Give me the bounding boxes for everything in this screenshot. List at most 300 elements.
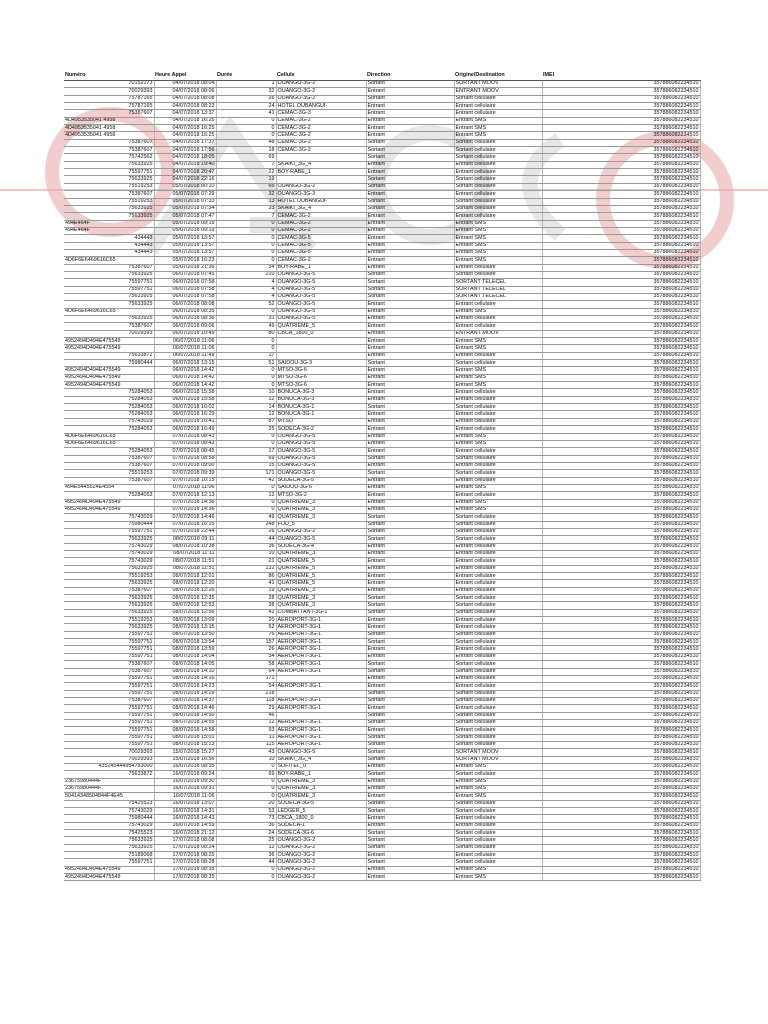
cell-origine-destination: Entrant SMS [454,433,542,440]
cell-heure-appel: 06/07/2018 16:49 [154,426,216,433]
cell-direction: Entrant [366,433,454,440]
cell-imei: 357886082234510 [542,602,700,609]
cell-imei: 357886082234510 [542,448,700,455]
cell-direction: Sortant [366,176,454,183]
cell-duree: 76 [216,631,276,638]
cell-duree: 26 [216,528,276,535]
table-row [64,499,700,506]
cell-duree: 10 [216,551,276,558]
cell-heure-appel: 07/07/2018 14:36 [154,499,216,506]
cell-numero: 75597751 [64,712,154,719]
cell-imei: 357886082234510 [542,837,700,844]
cell-origine-destination: Entrant cellulaire [454,492,542,499]
cell-duree: 43 [216,749,276,756]
cell-imei: 357886082234510 [542,418,700,425]
cell-direction: Entrant [366,727,454,734]
cell-heure-appel: 07/07/2018 09:00 [154,462,216,469]
cell-cellule: SODECA-3G-6 [276,830,366,837]
cell-cellule: QUATRIEME_5 [276,558,366,565]
cell-numero: 75980444 [64,815,154,822]
table-row [64,293,700,300]
cell-imei: 357886082234510 [542,433,700,440]
cell-numero: 434443 [64,249,154,256]
cell-origine-destination: Entrant SMS [454,345,542,352]
cell-cellule: AEROPORT-3G-1 [276,683,366,690]
cell-origine-destination: Entrant cellulaire [454,169,542,176]
cell-heure-appel: 04/07/2018 17:56 [154,147,216,154]
cell-imei: 357886082234510 [542,587,700,594]
cell-cellule: QUATRIEME_5 [276,323,366,330]
cell-origine-destination: Entrant cellulaire [454,551,542,558]
cell-imei: 357886082234510 [542,279,700,286]
cell-numero: 4952494D494E475549 [64,499,154,506]
cell-imei: 357886082234510 [542,661,700,668]
cell-numero: 75387607 [64,455,154,462]
cell-cellule: CEMAC-3G-2 [276,257,366,264]
cell-imei: 357886082234510 [542,411,700,418]
cell-heure-appel: 08/07/2018 13:59 [154,646,216,653]
cell-duree: 0 [216,125,276,132]
cell-imei: 357886082234510 [542,125,700,132]
table-row [64,580,700,587]
cell-duree: 22 [216,169,276,176]
cell-cellule: SODECA-3G-4 [276,543,366,550]
cell-imei: 357886082234510 [542,705,700,712]
cell-cellule: OUANGO-3G-2 [276,95,366,102]
table-row [64,418,700,425]
cell-origine-destination: Entrant cellulaire [454,161,542,168]
cell-duree: 0 [216,440,276,447]
cell-cellule: QUATRIEME_5 [276,565,366,572]
table-row [64,484,700,491]
cell-numero: 75387607 [64,191,154,198]
cell-imei: 357886082234510 [542,778,700,785]
cell-numero: 4952494D494E475549 [64,338,154,345]
cell-direction: Sortant [366,800,454,807]
cell-cellule: OUANGO-3G-2 [276,844,366,851]
cell-numero: 494E5445524E4554 [64,484,154,491]
table-row [64,683,700,690]
cell-imei: 357886082234510 [542,631,700,638]
cell-heure-appel: 06/07/2018 08:36 [154,316,216,323]
cell-numero: 75633925 [64,580,154,587]
cell-direction: Entrant [366,653,454,660]
cell-duree: 10 [216,756,276,763]
cell-duree: 0 [216,227,276,234]
table-row [64,595,700,602]
cell-heure-appel: 08/07/2018 13:09 [154,617,216,624]
cell-direction: Sortant [366,404,454,411]
cell-imei: 357886082234510 [542,756,700,763]
cell-direction: Sortant [366,514,454,521]
cell-direction: Sortant [366,602,454,609]
cell-duree: 248 [216,521,276,528]
cell-duree: 0 [216,786,276,793]
cell-cellule: SOFITEL_0 [276,763,366,770]
cell-numero: 75633925 [64,844,154,851]
table-row [64,103,700,110]
cell-origine-destination: Entrant cellulaire [454,624,542,631]
cell-origine-destination: Entrant cellulaire [454,323,542,330]
cell-cellule: SKAIKI_3G_4 [276,756,366,763]
cell-duree: 0 [216,484,276,491]
cell-cellule [276,154,366,161]
cell-duree: 69 [216,455,276,462]
cell-heure-appel: 16/07/2018 14:43 [154,815,216,822]
cell-cellule: OUANGO-3G-5 [276,448,366,455]
cell-imei: 357886082234510 [542,712,700,719]
cell-imei: 357886082234510 [542,161,700,168]
cell-direction: Entrant [366,492,454,499]
cell-imei: 357886082234510 [542,139,700,146]
cell-cellule: OUANGO-3G-5 [276,279,366,286]
cell-duree: 0 [216,382,276,389]
table-body [64,81,700,881]
cell-direction: Sortant [366,631,454,638]
cell-origine-destination: Entrant SMS [454,778,542,785]
cell-direction: Entrant [366,308,454,315]
cell-numero: 75743029 [64,808,154,815]
cell-duree: 18 [216,147,276,154]
table-row [64,279,700,286]
cell-origine-destination: Entrant cellulaire [454,316,542,323]
cell-cellule: OUANGO-3G-5 [276,462,366,469]
table-row [64,382,700,389]
cell-heure-appel: 08/07/2018 12:01 [154,573,216,580]
cell-numero: 4952494D494E475549 [64,866,154,873]
cell-direction: Entrant [366,793,454,800]
cell-cellule: OUANGO-3G-5 [276,308,366,315]
table-row [64,139,700,146]
cell-cellule: OUANGO-3G-2 [276,837,366,844]
cell-origine-destination: Entrant SMS [454,763,542,770]
cell-origine-destination: ENTRANT MOOV [454,330,542,337]
table-row [64,741,700,748]
cell-heure-appel: 07/07/2018 14:36 [154,506,216,513]
cell-direction: Entrant [366,426,454,433]
cell-direction: Entrant [366,499,454,506]
cell-duree: 1 [216,81,276,88]
cell-origine-destination: Entrant SMS [454,227,542,234]
cell-cellule: QUATRIEME_5 [276,573,366,580]
cell-direction: Entrant [366,778,454,785]
cell-origine-destination: Entrant SMS [454,874,542,881]
table-row [64,183,700,190]
cell-cellule: AEROPORT-3G-1 [276,705,366,712]
cell-direction: Entrant [366,624,454,631]
table-row [64,301,700,308]
cell-direction: Entrant [366,389,454,396]
cell-cellule [276,176,366,183]
table-row [64,844,700,851]
cell-direction: Entrant [366,301,454,308]
cell-origine-destination: Entrant cellulaire [454,815,542,822]
cell-origine-destination: Entrant SMS [454,367,542,374]
cell-cellule: OUANGO-3G-2 [276,528,366,535]
cell-cellule: OUANGO-3G-5 [276,433,366,440]
cell-direction: Sortant [366,844,454,851]
cell-origine-destination: Entrant cellulaire [454,477,542,484]
cell-imei: 357886082234510 [542,521,700,528]
cell-heure-appel: 05/07/2018 07:47 [154,213,216,220]
cell-heure-appel: 04/07/2018 16:25 [154,125,216,132]
table-row [64,352,700,359]
cell-imei: 357886082234510 [542,639,700,646]
cell-numero: 75387607 [64,139,154,146]
cell-direction: Entrant [366,448,454,455]
table-row [64,242,700,249]
cell-duree: 171 [216,675,276,682]
cell-duree: 0 [216,778,276,785]
cell-cellule: BOY-RABE_1 [276,264,366,271]
cell-heure-appel: 17/07/2018 08:35 [154,874,216,881]
table-row [64,323,700,330]
cell-cellule: OUANGO-3G-2 [276,874,366,881]
cell-heure-appel: 05/07/2018 13:57 [154,235,216,242]
cell-numero: 75284053 [64,396,154,403]
cell-cellule: AEROPORT-3G-1 [276,734,366,741]
cell-origine-destination: Entrant SMS [454,117,542,124]
cell-numero: 75597751 [64,646,154,653]
cell-direction: Sortant [366,205,454,212]
cell-direction: Sortant [366,286,454,293]
cell-imei: 357886082234510 [542,389,700,396]
cell-origine-destination: Entrant cellulaire [454,462,542,469]
table-row [64,345,700,352]
cell-origine-destination: Entrant cellulaire [454,617,542,624]
cell-cellule: MTSO-3G-2 [276,492,366,499]
cell-imei: 357886082234510 [542,286,700,293]
cell-heure-appel: 04/07/2018 22:16 [154,176,216,183]
cell-cellule: QUATRIEME_3 [276,551,366,558]
cell-heure-appel: 16/07/2018 21:12 [154,830,216,837]
cell-numero: 435245444954783000 [64,763,154,770]
table-row [64,697,700,704]
cell-origine-destination: Entrant SMS [454,308,542,315]
cell-duree: 64 [216,668,276,675]
cell-heure-appel: 06/07/2018 15:58 [154,389,216,396]
cell-heure-appel: 06/07/2018 07:45 [154,271,216,278]
cell-duree: 41 [216,580,276,587]
cell-heure-appel: 06/07/2018 07:58 [154,286,216,293]
cell-duree: 171 [216,470,276,477]
table-row [64,492,700,499]
table-row [64,440,700,447]
table-row [64,565,700,572]
cell-duree: 0 [216,506,276,513]
cell-imei: 357886082234510 [542,866,700,873]
cell-duree: 36 [216,822,276,829]
table-row [64,470,700,477]
cell-numero: 75633925 [64,213,154,220]
cell-heure-appel: 08/07/2018 14:46 [154,705,216,712]
cell-duree: 0 [216,433,276,440]
cell-heure-appel: 07/07/2018 12:13 [154,492,216,499]
cell-duree: 33 [216,205,276,212]
cell-origine-destination: Sortant cellulaire [454,595,542,602]
table-row [64,719,700,726]
cell-cellule: AEROPORT-3G-1 [276,624,366,631]
cell-origine-destination: Sortant cellulaire [454,859,542,866]
cell-numero: 23675980444F [64,786,154,793]
table-row [64,81,700,88]
cell-imei: 357886082234510 [542,249,700,256]
cell-numero: 75387607 [64,668,154,675]
cell-cellule: CBCA_1800_0 [276,815,366,822]
cell-heure-appel: 04/07/2018 08:08 [154,95,216,102]
cell-imei: 357886082234510 [542,558,700,565]
cell-heure-appel: 04/07/2018 19:40 [154,161,216,168]
cell-duree: 0 [216,249,276,256]
cell-imei: 357886082234510 [542,220,700,227]
cell-heure-appel: 15/07/2018 15:27 [154,749,216,756]
cell-heure-appel: 17/07/2018 08:24 [154,844,216,851]
table-row [64,117,700,124]
table-row [64,874,700,881]
cell-direction: Entrant [366,161,454,168]
cell-origine-destination: Sortant cellulaire [454,734,542,741]
table-row [64,808,700,815]
cell-direction: Sortant [366,808,454,815]
cell-duree: 19 [216,587,276,594]
cell-heure-appel: 07/07/2018 09:39 [154,470,216,477]
cell-numero: 70029393 [64,749,154,756]
cell-numero: 75633872 [64,352,154,359]
cell-numero: 75597751 [64,631,154,638]
cell-direction: Sortant [366,771,454,778]
cell-duree: 66 [216,183,276,190]
cell-origine-destination: Sortant cellulaire [454,609,542,616]
cell-imei: 357886082234510 [542,477,700,484]
cell-imei: 357886082234510 [542,646,700,653]
table-row [64,514,700,521]
cell-heure-appel: 05/07/2018 21:36 [154,264,216,271]
cell-cellule: OUANGO-3G-5 [276,455,366,462]
cell-cellule: BONUCA-3G-3 [276,389,366,396]
cell-duree: 12 [216,396,276,403]
cell-heure-appel: 06/07/2018 08:35 [154,308,216,315]
cell-numero: 4952494D494E475549 [64,367,154,374]
cell-heure-appel: 08/07/2018 12:20 [154,580,216,587]
cell-duree: 0 [216,308,276,315]
cell-origine-destination: Sortant cellulaire [454,404,542,411]
cell-direction: Sortant [366,536,454,543]
cell-numero: 75597751 [64,279,154,286]
table-row [64,551,700,558]
cell-origine-destination: SORTANT TELECEL [454,279,542,286]
cell-direction: Entrant [366,330,454,337]
cell-imei: 357886082234510 [542,506,700,513]
cell-duree: 17 [216,352,276,359]
cell-duree: 44 [216,859,276,866]
cell-duree: 52 [216,301,276,308]
cell-duree: 38 [216,602,276,609]
cell-numero: 75743029 [64,514,154,521]
cell-origine-destination: Sortant cellulaire [454,95,542,102]
cell-origine-destination: Entrant cellulaire [454,396,542,403]
table-row [64,132,700,139]
cell-origine-destination: Entrant cellulaire [454,573,542,580]
cell-cellule: SKAIKI_3G_4 [276,205,366,212]
cell-imei: 357886082234510 [542,103,700,110]
cell-heure-appel: 08/07/2018 14:23 [154,683,216,690]
cell-duree: 42 [216,477,276,484]
cell-duree: 0 [216,793,276,800]
table-row [64,308,700,315]
cell-imei: 357886082234510 [542,183,700,190]
cell-imei: 357886082234510 [542,609,700,616]
cell-imei: 357886082234510 [542,191,700,198]
cell-numero: 70029393 [64,330,154,337]
cell-imei: 357886082234510 [542,749,700,756]
cell-direction: Entrant [366,220,454,227]
cell-direction: Sortant [366,734,454,741]
table-row [64,88,700,95]
cell-numero: 75743029 [64,822,154,829]
cell-heure-appel: 05/07/2018 13:57 [154,249,216,256]
cell-heure-appel: 16/07/2018 13:07 [154,800,216,807]
cell-heure-appel: 05/07/2018 09:19 [154,220,216,227]
cell-origine-destination: Entrant cellulaire [454,683,542,690]
cell-cellule: QUATRIEME_3 [276,786,366,793]
cell-direction: Entrant [366,543,454,550]
cell-duree: 0 [216,874,276,881]
cell-direction: Entrant [366,874,454,881]
cell-cellule: MTSO-3G-6 [276,382,366,389]
cell-direction: Entrant [366,617,454,624]
cell-origine-destination: Sortant cellulaire [454,147,542,154]
cell-origine-destination: Entrant SMS [454,793,542,800]
cell-direction: Sortant [366,279,454,286]
cell-cellule: OUANGO-3G-5 [276,316,366,323]
cell-heure-appel: 16/07/2018 14:59 [154,822,216,829]
cell-cellule: AEROPORT-3G-1 [276,617,366,624]
cell-origine-destination: Sortant cellulaire [454,690,542,697]
cell-numero: 4D4953535041 4958 [64,132,154,139]
cell-heure-appel: 05/07/2018 07:29 [154,191,216,198]
cell-cellule: CEMAC-3G-2 [276,213,366,220]
cell-numero: 75633925 [64,161,154,168]
cell-origine-destination: Sortant cellulaire [454,844,542,851]
cell-direction: Sortant [366,95,454,102]
cell-imei: 357886082234510 [542,595,700,602]
cell-imei: 357886082234510 [542,382,700,389]
cell-origine-destination: Sortant cellulaire [454,697,542,704]
cell-heure-appel: 08/07/2018 12:53 [154,602,216,609]
cell-direction: Entrant [366,382,454,389]
cell-direction: Entrant [366,763,454,770]
cell-heure-appel: 07/07/2018 08:43 [154,433,216,440]
cell-heure-appel: 08/07/2018 10:38 [154,543,216,550]
cell-numero: 4952494D494E475549 [64,374,154,381]
cell-imei: 357886082234510 [542,330,700,337]
cell-direction: Sortant [366,183,454,190]
cell-duree: 0 [216,132,276,139]
cell-origine-destination: Entrant cellulaire [454,213,542,220]
cell-heure-appel: 08/07/2018 14:55 [154,719,216,726]
cell-imei: 357886082234510 [542,154,700,161]
cell-cellule: SODECA-3G-2 [276,426,366,433]
cell-origine-destination: Sortant cellulaire [454,183,542,190]
table-row [64,786,700,793]
cell-heure-appel: 06/07/2018 14:42 [154,367,216,374]
table-row [64,771,700,778]
cell-direction: Sortant [366,609,454,616]
cell-imei: 357886082234510 [542,323,700,330]
cell-duree: 157 [216,639,276,646]
cell-cellule: OUANGO-3G-5 [276,440,366,447]
cell-cellule: CEMAC-3G-5 [276,249,366,256]
